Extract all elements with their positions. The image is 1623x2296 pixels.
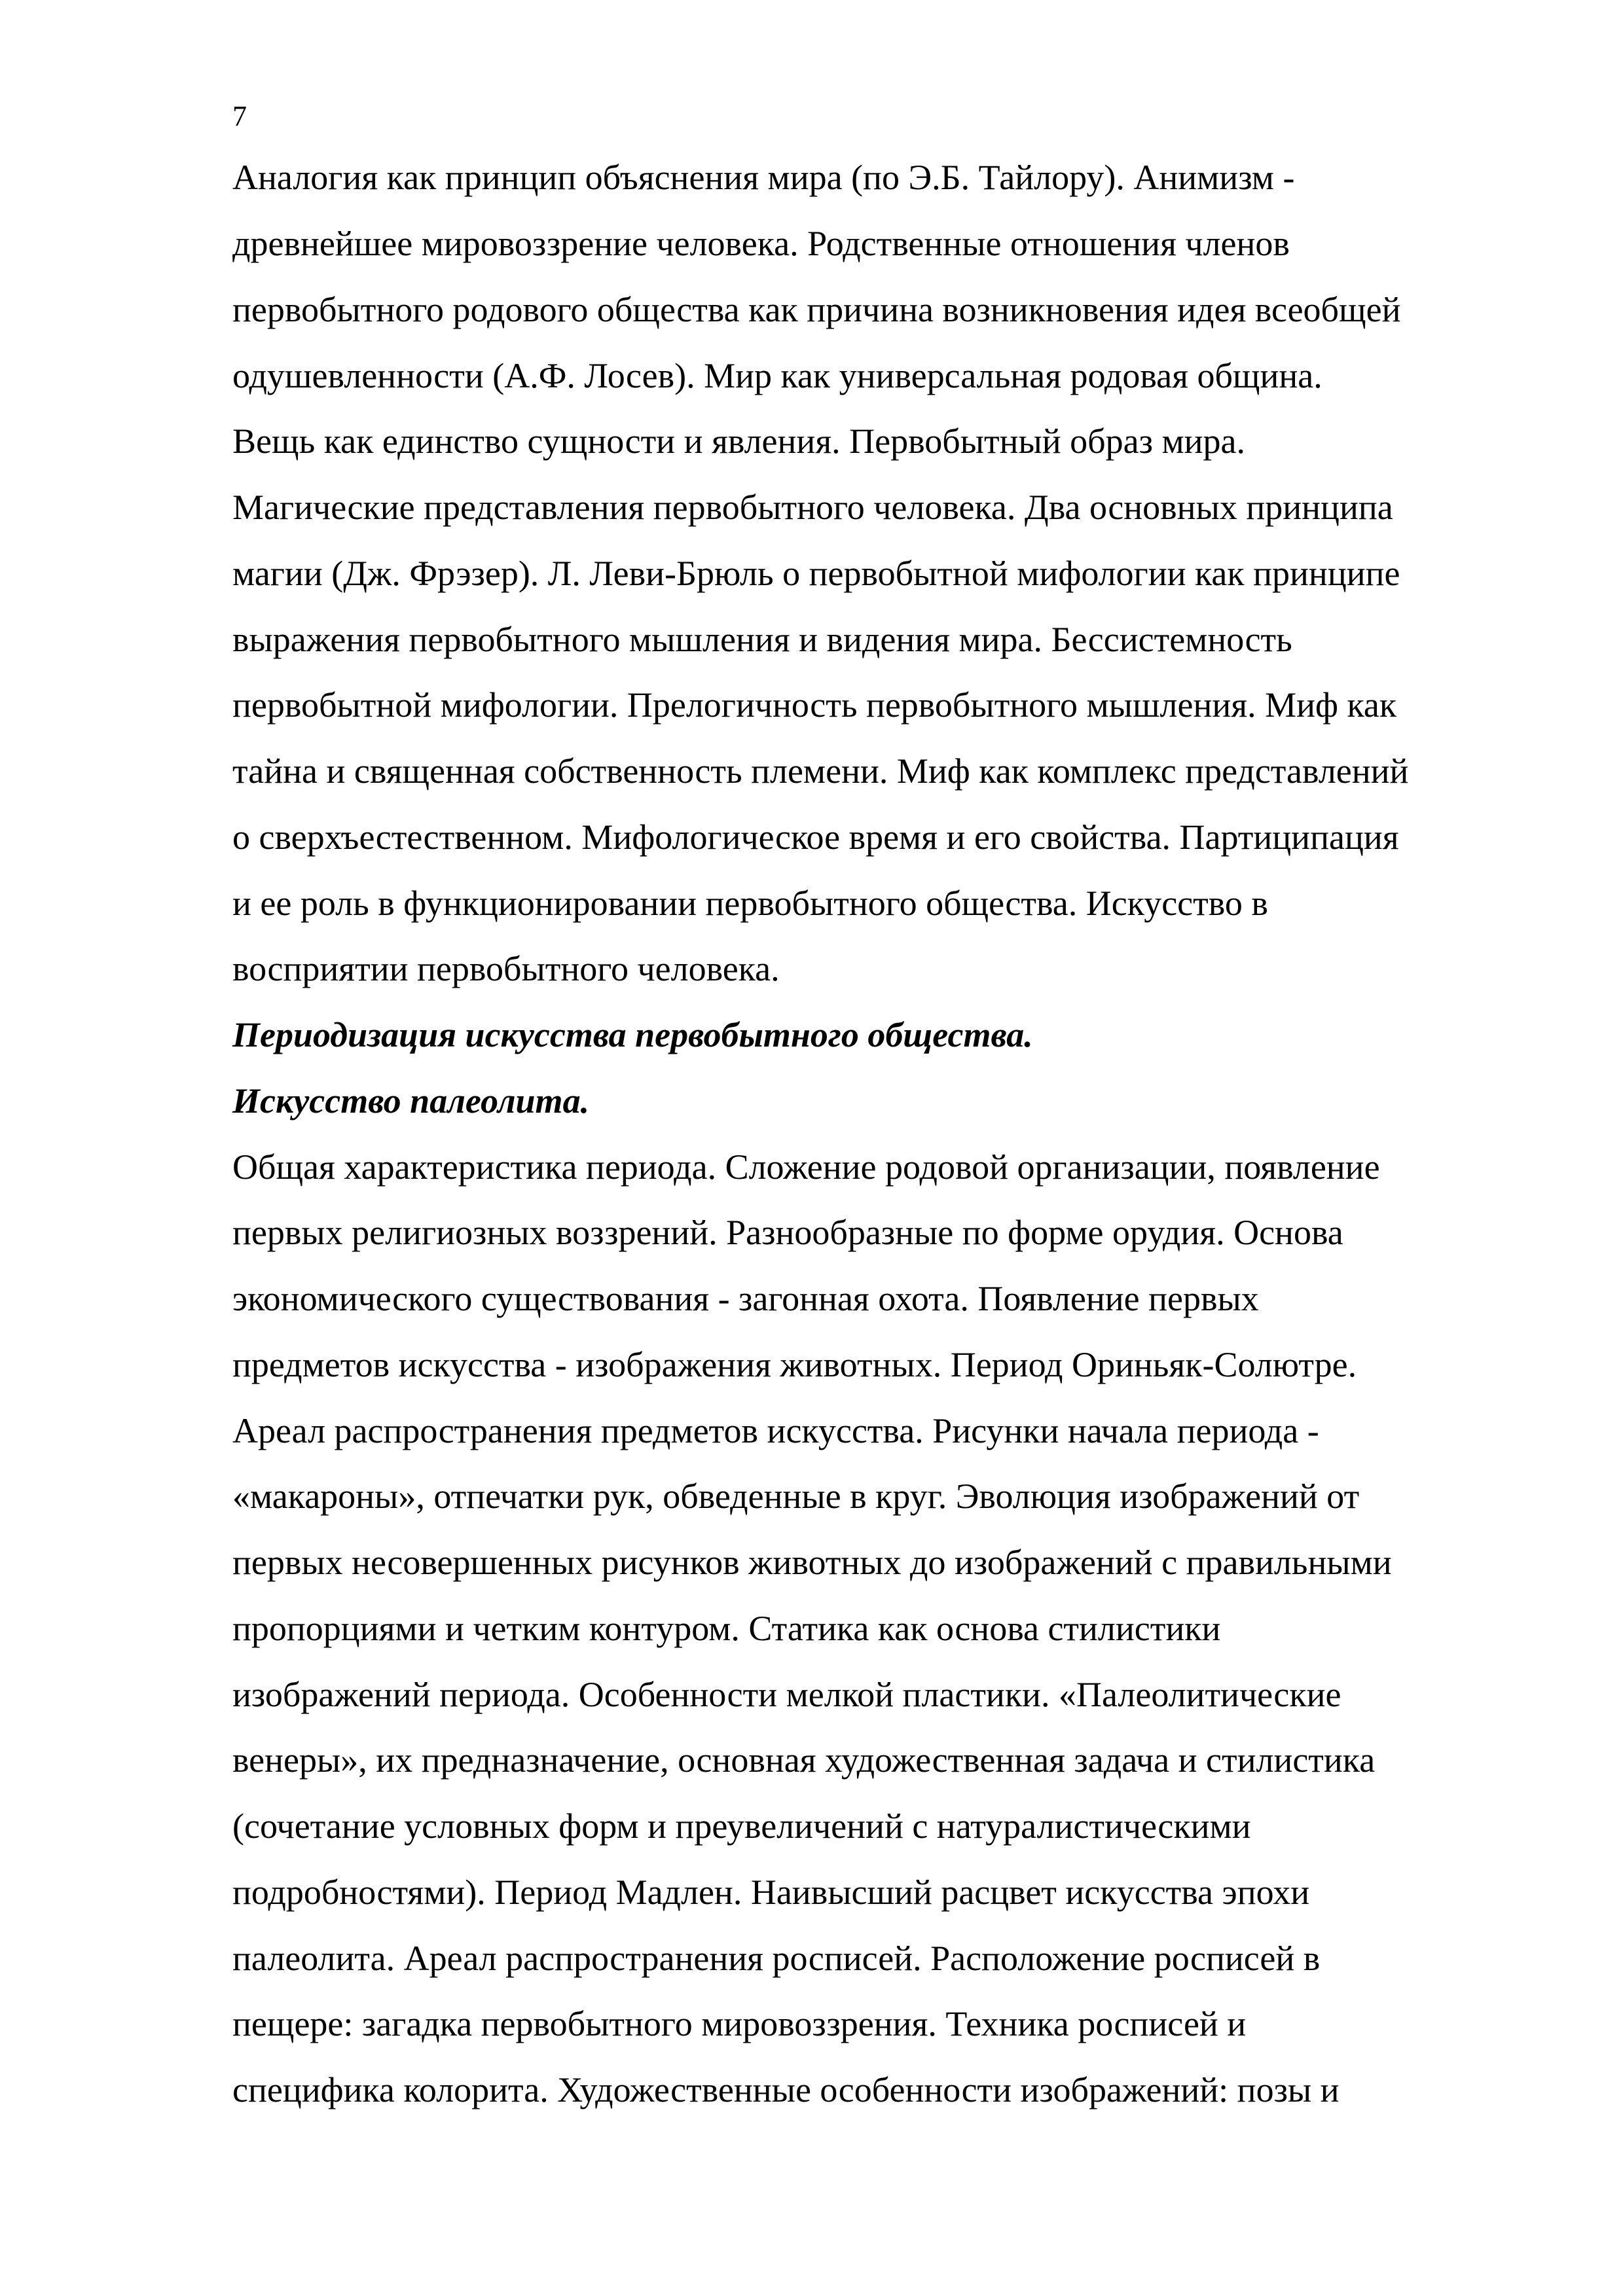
paragraph-line: Магические представления первобытного человека. Два основных принципа: [232, 488, 1393, 527]
section-heading: Периодизация искусства первобытного общества.: [232, 1015, 1033, 1054]
paragraph-line: первобытной мифологии. Прелогичность первобытного мышления. Миф как: [232, 685, 1397, 725]
paragraph-line: восприятии первобытного человека.: [232, 949, 780, 988]
paragraph-line: Общая характеристика периода. Сложение родовой организации, появление: [232, 1147, 1380, 1187]
paragraph-line: первых несовершенных рисунков животных до изображений с правильными: [232, 1543, 1392, 1582]
paragraph-line: древнейшее мировоззрение человека. Родственные отношения членов: [232, 224, 1290, 263]
paragraph-line: первобытного родового общества как причина возникновения идея всеобщей: [232, 290, 1401, 329]
paragraph-line: тайна и священная собственность племени. Миф как комплекс представлений: [232, 751, 1409, 791]
paragraph-line: Вещь как единство сущности и явления. Первобытный образ мира.: [232, 422, 1245, 461]
subsection-heading: Искусство палеолита.: [232, 1081, 590, 1121]
paragraph-line: «макароны», отпечатки рук, обведенные в круг. Эволюция изображений от: [232, 1477, 1360, 1516]
paragraph-line: (сочетание условных форм и преувеличений с натуралистическими: [232, 1806, 1251, 1846]
paragraph-line: Ареал распространения предметов искусства. Рисунки начала периода -: [232, 1411, 1319, 1450]
paragraph-line: первых религиозных воззрений. Разнообразные по форме орудия. Основа: [232, 1213, 1343, 1252]
paragraph-line: и ее роль в функционировании первобытного общества. Искусство в: [232, 884, 1268, 923]
paragraph-line: экономического существования - загонная охота. Появление первых: [232, 1279, 1259, 1318]
paragraph-line: изображений периода. Особенности мелкой пластики. «Палеолитические: [232, 1675, 1341, 1714]
paragraph-line: пещере: загадка первобытного мировоззрения. Техника росписей и: [232, 2004, 1247, 2043]
paragraph-line: о сверхъестественном. Мифологическое время и его свойства. Партиципация: [232, 817, 1399, 857]
page-number: 7: [232, 100, 247, 132]
paragraph-line: палеолита. Ареал распространения росписей. Расположение росписей в: [232, 1939, 1321, 1978]
paragraph-line: выражения первобытного мышления и видения мира. Бессистемность: [232, 620, 1292, 659]
paragraph-line: венеры», их предназначение, основная художественная задача и стилистика: [232, 1740, 1376, 1780]
paragraph-line: пропорциями и четким контуром. Статика как основа стилистики: [232, 1609, 1221, 1648]
paragraph-line: подробностями). Период Мадлен. Наивысший расцвет искусства эпохи: [232, 1873, 1310, 1912]
paragraph-line: магии (Дж. Фрэзер). Л. Леви-Брюль о первобытной мифологии как принципе: [232, 554, 1400, 593]
paragraph-line: предметов искусства - изображения животных. Период Ориньяк-Солютре.: [232, 1345, 1357, 1384]
paragraph-line: специфика колорита. Художественные особенности изображений: позы и: [232, 2070, 1340, 2109]
paragraph-line: Аналогия как принцип объяснения мира (по Э.Б. Тайлору). Анимизм -: [232, 158, 1295, 197]
paragraph-line: одушевленности (А.Ф. Лосев). Мир как универсальная родовая община.: [232, 356, 1322, 395]
